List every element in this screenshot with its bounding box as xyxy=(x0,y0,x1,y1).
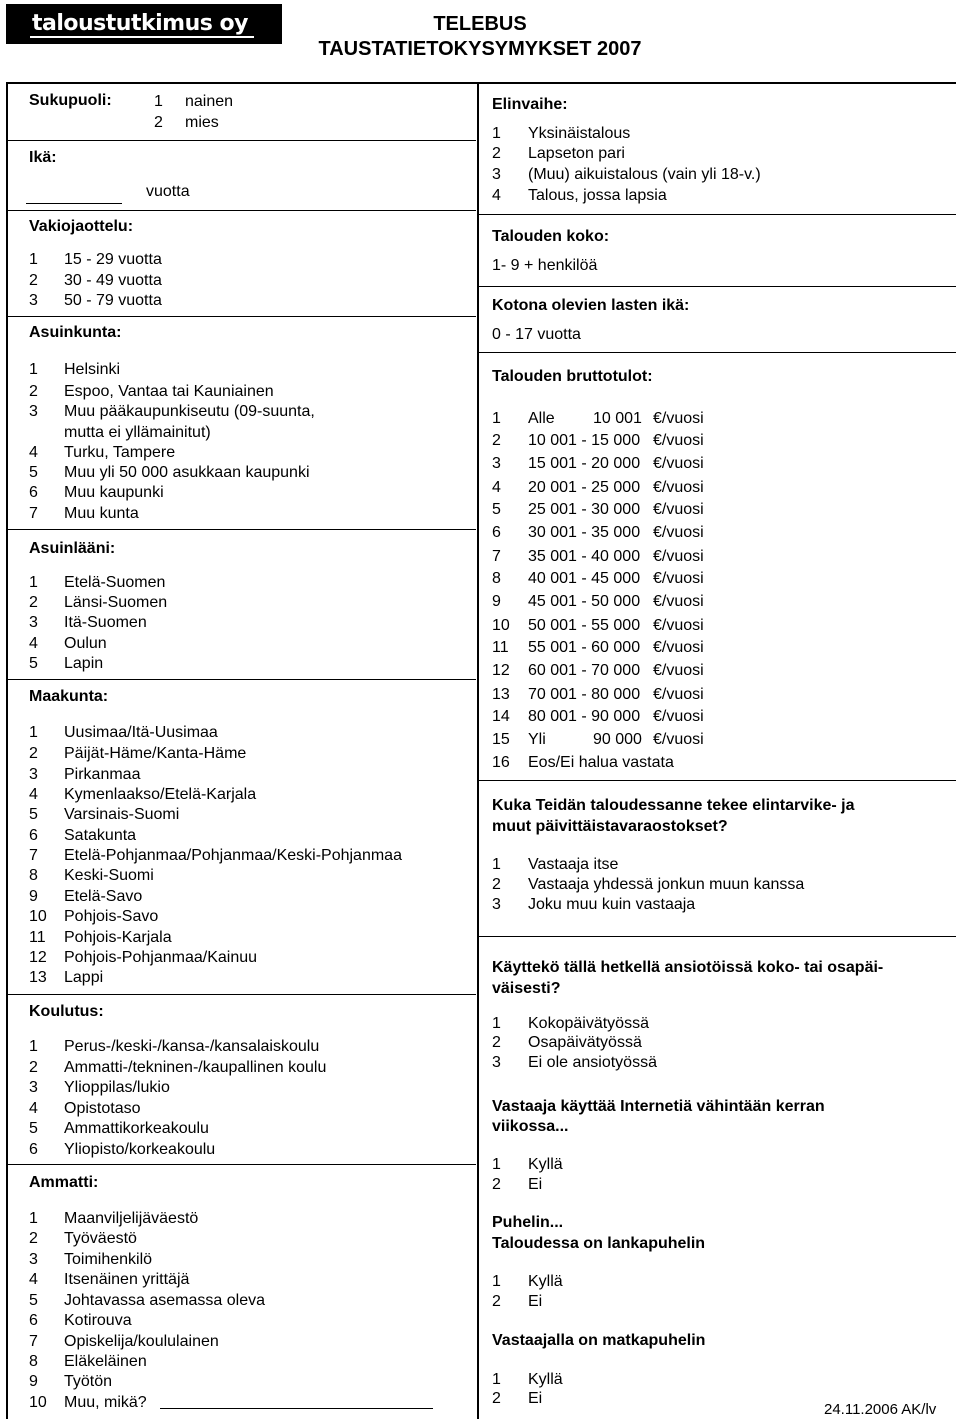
option-unit: €/vuosi xyxy=(653,708,704,725)
option-number: 1 xyxy=(492,125,501,142)
option-number: 2 xyxy=(29,383,38,400)
option-label: Lapin xyxy=(64,655,104,672)
option-number: 4 xyxy=(492,187,501,204)
option-number: 6 xyxy=(492,524,501,541)
section-divider xyxy=(8,140,476,141)
option-number: 2 xyxy=(492,1176,501,1193)
section-divider xyxy=(8,1164,476,1165)
option-amount: 10 001 xyxy=(593,410,642,427)
option-number: 2 xyxy=(29,272,38,289)
option-label: Itsenäinen yrittäjä xyxy=(64,1271,190,1288)
option-label: Muu kunta xyxy=(64,505,139,522)
option-number: 1 xyxy=(29,724,38,741)
option-label: Espoo, Vantaa tai Kauniainen xyxy=(64,383,274,400)
option-label: Pohjois-Pohjanmaa/Kainuu xyxy=(64,949,258,966)
logo-text: taloustutkimus oy xyxy=(32,11,248,36)
option-label: Itä-Suomen xyxy=(64,614,147,631)
option-number: 7 xyxy=(492,548,501,565)
option-number: 1 xyxy=(492,1156,501,1173)
household-size-value: 1- 9 + henkilöä xyxy=(492,257,598,274)
option-label: Lappi xyxy=(64,969,104,986)
option-label: 35 001 - 40 000 xyxy=(528,548,641,565)
option-number: 2 xyxy=(29,1230,38,1247)
residence-label: Asuinkunta: xyxy=(29,324,122,341)
option-number: 3 xyxy=(29,1079,38,1096)
option-number: 10 xyxy=(492,617,510,634)
option-number: 3 xyxy=(492,896,501,913)
option-number: 3 xyxy=(492,455,501,472)
age-input-line xyxy=(26,203,122,204)
option-number: 4 xyxy=(29,444,38,461)
option-number: 3 xyxy=(492,166,501,183)
company-logo xyxy=(6,4,282,44)
option-label: 30 - 49 vuotta xyxy=(64,272,162,289)
option-number: 11 xyxy=(29,929,46,946)
footer-date: 24.11.2006 AK/lv xyxy=(824,1401,937,1418)
option-number: 1 xyxy=(29,251,38,268)
option-amount: 90 000 xyxy=(593,731,642,748)
option-label: Kokopäivätyössä xyxy=(528,1015,649,1032)
education-label: Koulutus: xyxy=(29,1003,104,1020)
option-number: 14 xyxy=(492,708,510,725)
option-label: Toimihenkilö xyxy=(64,1251,153,1268)
option-label: Eos/Ei halua vastata xyxy=(528,754,674,771)
option-label: Työväestö xyxy=(64,1230,137,1247)
option-number: 13 xyxy=(29,969,47,986)
option-label: Muu yli 50 000 asukkaan kaupunki xyxy=(64,464,310,481)
option-label: 10 001 - 15 000 xyxy=(528,432,641,449)
option-number: 12 xyxy=(492,662,510,679)
employment-question: Käyttekö tällä hetkellä ansiotöissä koko- tai osapäi- xyxy=(492,959,884,976)
option-label: Ammatti-/tekninen-/kaupallinen koulu xyxy=(64,1059,327,1076)
age-unit: vuotta xyxy=(146,183,190,200)
option-number: 5 xyxy=(492,501,501,518)
option-number: 4 xyxy=(29,1100,38,1117)
option-number: 13 xyxy=(492,686,510,703)
option-number: 6 xyxy=(29,1312,38,1329)
section-divider xyxy=(8,316,476,317)
option-label: Ammattikorkeakoulu xyxy=(64,1120,209,1137)
option-label: Varsinais-Suomi xyxy=(64,806,180,823)
option-label: Länsi-Suomen xyxy=(64,594,168,611)
option-unit: €/vuosi xyxy=(653,593,704,610)
children-age-value: 0 - 17 vuotta xyxy=(492,326,581,343)
option-number: 1 xyxy=(29,1038,38,1055)
option-number: 2 xyxy=(492,1390,501,1407)
option-label: Alle xyxy=(528,410,555,427)
option-number: 6 xyxy=(29,484,38,501)
option-number: 7 xyxy=(29,505,38,522)
option-label: Vastaaja yhdessä jonkun muun kanssa xyxy=(528,876,805,893)
option-label: 20 001 - 25 000 xyxy=(528,479,641,496)
option-label: Kyllä xyxy=(528,1371,563,1388)
option-number: 2 xyxy=(29,594,38,611)
option-label: Pohjois-Karjala xyxy=(64,929,172,946)
phone-label: Puhelin... xyxy=(492,1214,564,1231)
option-number: 10 xyxy=(29,908,47,925)
option-number: 10 xyxy=(29,1394,47,1411)
option-number: 5 xyxy=(29,1120,38,1137)
option-label: Vastaaja itse xyxy=(528,856,619,873)
option-label: Muu, mikä? xyxy=(64,1394,147,1411)
option-number: 2 xyxy=(492,432,501,449)
option-label: 50 001 - 55 000 xyxy=(528,617,641,634)
option-label: Yksinäistalous xyxy=(528,125,631,142)
option-label: Opistotaso xyxy=(64,1100,141,1117)
option-number: 5 xyxy=(29,806,38,823)
internet-question-cont: viikossa... xyxy=(492,1118,569,1135)
option-unit: €/vuosi xyxy=(653,479,704,496)
option-unit: €/vuosi xyxy=(653,617,704,634)
option-label: Työtön xyxy=(64,1373,113,1390)
option-label: 60 001 - 70 000 xyxy=(528,662,641,679)
option-number: 3 xyxy=(29,1251,38,1268)
option-number: 5 xyxy=(29,1292,38,1309)
household-size-label: Talouden koko: xyxy=(492,228,610,245)
option-label: Satakunta xyxy=(64,827,137,844)
option-number: 1 xyxy=(29,361,38,378)
option-unit: €/vuosi xyxy=(653,548,704,565)
option-label: 25 001 - 30 000 xyxy=(528,501,641,518)
option-label: 40 001 - 45 000 xyxy=(528,570,641,587)
option-number: 4 xyxy=(29,1271,38,1288)
option-number: 2 xyxy=(492,1293,501,1310)
option-unit: €/vuosi xyxy=(653,501,704,518)
option-number: 9 xyxy=(29,888,38,905)
option-number: 2 xyxy=(29,745,38,762)
option-number: 2 xyxy=(492,876,501,893)
standard-age-label: Vakiojaottelu: xyxy=(29,218,134,235)
option-label: Etelä-Savo xyxy=(64,888,143,905)
option-label: Ei xyxy=(528,1176,543,1193)
option-number: 1 xyxy=(492,1015,501,1032)
option-number: 7 xyxy=(29,1333,38,1350)
section-divider xyxy=(478,352,956,353)
option-label: Talous, jossa lapsia xyxy=(528,187,667,204)
option-label: Etelä-Pohjanmaa/Pohjanmaa/Keski-Pohjanmaa xyxy=(64,847,402,864)
option-label: Helsinki xyxy=(64,361,121,378)
option-label: 45 001 - 50 000 xyxy=(528,593,641,610)
option-number: 1 xyxy=(492,856,501,873)
option-label: Johtavassa asemassa oleva xyxy=(64,1292,265,1309)
option-number: 8 xyxy=(29,1353,38,1370)
option-unit: €/vuosi xyxy=(653,455,704,472)
section-divider xyxy=(478,286,956,287)
option-unit: €/vuosi xyxy=(653,731,704,748)
option-label: 15 001 - 20 000 xyxy=(528,455,641,472)
option-unit: €/vuosi xyxy=(653,410,704,427)
option-number: 6 xyxy=(29,827,38,844)
section-divider xyxy=(478,936,956,937)
option-label: Joku muu kuin vastaaja xyxy=(528,896,696,913)
option-label: Pohjois-Savo xyxy=(64,908,159,925)
option-label: mutta ei yllämainitut) xyxy=(64,424,211,441)
option-label: Päijät-Häme/Kanta-Häme xyxy=(64,745,247,762)
option-number: 4 xyxy=(29,786,38,803)
option-label: Etelä-Suomen xyxy=(64,574,166,591)
option-label: Lapseton pari xyxy=(528,145,625,162)
option-number: 3 xyxy=(29,766,38,783)
option-label: Yli xyxy=(528,731,546,748)
option-number: 1 xyxy=(492,1371,501,1388)
option-label: Kyllä xyxy=(528,1273,563,1290)
other-occupation-line xyxy=(160,1408,433,1409)
option-number: 7 xyxy=(29,847,38,864)
option-label: Uusimaa/Itä-Uusimaa xyxy=(64,724,218,741)
option-number: 4 xyxy=(29,635,38,652)
option-number: 15 xyxy=(492,731,510,748)
option-number: 8 xyxy=(29,867,38,884)
option-number: 2 xyxy=(154,114,163,131)
children-age-label: Kotona olevien lasten ikä: xyxy=(492,297,690,314)
option-label: Maanviljelijäväestö xyxy=(64,1210,199,1227)
region-label: Maakunta: xyxy=(29,688,109,705)
province-label: Asuinlääni: xyxy=(29,540,116,557)
option-number: 3 xyxy=(29,403,38,420)
section-divider xyxy=(478,214,956,215)
groceries-question-cont: muut päivittäistavaraostokset? xyxy=(492,818,728,835)
option-number: 8 xyxy=(492,570,501,587)
option-label: 15 - 29 vuotta xyxy=(64,251,162,268)
option-number: 2 xyxy=(492,145,501,162)
column-divider xyxy=(477,82,479,1419)
logo-underline xyxy=(30,36,254,38)
option-number: 6 xyxy=(29,1141,38,1158)
option-number: 3 xyxy=(29,292,38,309)
internet-question: Vastaaja käyttää Internetiä vähintään kerran xyxy=(492,1098,825,1115)
option-label: Ei ole ansiotyössä xyxy=(528,1054,657,1071)
option-number: 5 xyxy=(29,655,38,672)
option-label: Muu pääkaupunkiseutu (09-suunta, xyxy=(64,403,315,420)
section-divider xyxy=(8,529,476,530)
option-unit: €/vuosi xyxy=(653,432,704,449)
landline-question: Taloudessa on lankapuhelin xyxy=(492,1235,706,1252)
option-label: 50 - 79 vuotta xyxy=(64,292,162,309)
option-number: 1 xyxy=(492,410,501,427)
income-label: Talouden bruttotulot: xyxy=(492,368,653,385)
option-label: Ylioppilas/lukio xyxy=(64,1079,170,1096)
option-number: 2 xyxy=(492,1034,501,1051)
option-label: Opiskelija/koululainen xyxy=(64,1333,219,1350)
option-label: Ei xyxy=(528,1390,543,1407)
employment-question-cont: väisesti? xyxy=(492,980,561,997)
option-label: Oulun xyxy=(64,635,107,652)
groceries-question: Kuka Teidän taloudessanne tekee elintarvike- ja xyxy=(492,797,855,814)
option-label: Kymenlaakso/Etelä-Karjala xyxy=(64,786,257,803)
option-number: 1 xyxy=(154,93,163,110)
mobile-question: Vastaajalla on matkapuhelin xyxy=(492,1332,706,1349)
option-label: Ei xyxy=(528,1293,543,1310)
option-unit: €/vuosi xyxy=(653,524,704,541)
option-unit: €/vuosi xyxy=(653,570,704,587)
section-divider xyxy=(8,679,476,680)
option-label: Keski-Suomi xyxy=(64,867,154,884)
option-label: Osapäivätyössä xyxy=(528,1034,642,1051)
option-label: mies xyxy=(185,114,219,131)
section-divider xyxy=(478,780,956,781)
document-subtitle: TAUSTATIETOKYSYMYKSET 2007 xyxy=(318,38,642,60)
section-divider xyxy=(8,210,476,211)
option-number: 9 xyxy=(29,1373,38,1390)
occupation-label: Ammatti: xyxy=(29,1174,99,1191)
option-number: 1 xyxy=(29,1210,38,1227)
option-label: Eläkeläinen xyxy=(64,1353,147,1370)
option-label: 30 001 - 35 000 xyxy=(528,524,641,541)
document-title: TELEBUS xyxy=(433,13,527,35)
option-label: Kyllä xyxy=(528,1156,563,1173)
option-label: 55 001 - 60 000 xyxy=(528,639,641,656)
option-number: 1 xyxy=(492,1273,501,1290)
lifestage-label: Elinvaihe: xyxy=(492,96,568,113)
option-number: 3 xyxy=(492,1054,501,1071)
option-unit: €/vuosi xyxy=(653,686,704,703)
option-label: Turku, Tampere xyxy=(64,444,176,461)
option-label: Pirkanmaa xyxy=(64,766,141,783)
option-number: 12 xyxy=(29,949,47,966)
option-number: 2 xyxy=(29,1059,38,1076)
option-label: 80 001 - 90 000 xyxy=(528,708,641,725)
option-number: 4 xyxy=(492,479,501,496)
option-number: 11 xyxy=(492,639,509,656)
option-number: 3 xyxy=(29,614,38,631)
option-label: nainen xyxy=(185,93,234,110)
option-label: (Muu) aikuistalous (vain yli 18-v.) xyxy=(528,166,761,183)
option-unit: €/vuosi xyxy=(653,639,704,656)
option-number: 1 xyxy=(29,574,38,591)
age-label: Ikä: xyxy=(29,149,57,166)
option-number: 16 xyxy=(492,754,510,771)
section-divider xyxy=(8,994,476,995)
gender-label: Sukupuoli: xyxy=(29,92,112,109)
option-number: 9 xyxy=(492,593,501,610)
option-label: Muu kaupunki xyxy=(64,484,164,501)
option-label: Yliopisto/korkeakoulu xyxy=(64,1141,216,1158)
option-label: Kotirouva xyxy=(64,1312,132,1329)
option-number: 5 xyxy=(29,464,38,481)
option-unit: €/vuosi xyxy=(653,662,704,679)
option-label: 70 001 - 80 000 xyxy=(528,686,641,703)
option-label: Perus-/keski-/kansa-/kansalaiskoulu xyxy=(64,1038,320,1055)
